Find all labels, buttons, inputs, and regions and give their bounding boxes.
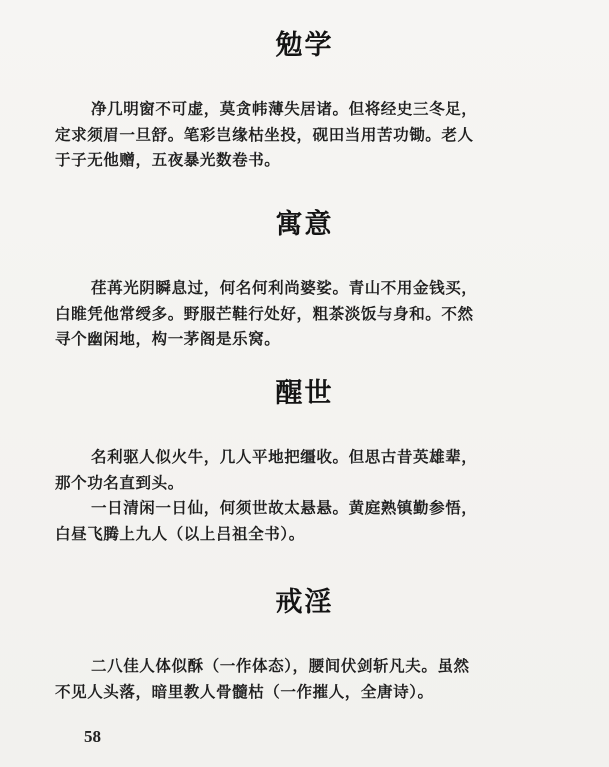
poem-line: 白睢凭他常绶多。野服芒鞋行处好，粗茶淡饭与身和。不然: [55, 303, 474, 323]
poem-line: 二八佳人体似酥（一作体态），腰间伏剑斩凡夫。虽然: [91, 656, 470, 675]
section-title-yuyi: 寓意: [275, 209, 334, 240]
poem-line: 于子无他赠，五夜暴光数卷书。: [55, 150, 281, 169]
section-title-mianxue: 勉学: [275, 30, 334, 61]
poem-line: 白昼飞腾上九人（以上吕祖全书）。: [55, 523, 305, 543]
poem-line: 寻个幽闲地，构一茅阁是乐窝。: [55, 329, 281, 348]
page-number: 58: [84, 727, 101, 746]
poem-line: 不见人头落，暗里教人骨髓枯（一作摧人，全唐诗）。: [55, 681, 434, 701]
section-title-xingshi: 醒世: [275, 378, 334, 409]
poem-line: 名利驱人似火牛，几人平地把缰收。但思古昔英雄辈，: [91, 447, 478, 466]
poem-line: 那个功名直到头。: [55, 472, 184, 492]
poem-line: 荏苒光阴瞬息过，何名何利尚婆娑。青山不用金钱买，: [91, 278, 478, 297]
poem-paragraph-yuyi: [55, 275, 575, 352]
poem-paragraph-jieyin: [55, 653, 575, 704]
poem-line: 一日清闲一日仙，何须世故太悬悬。黄庭熟镇勤参悟，: [91, 498, 478, 517]
section-title-jieyin: 戒淫: [275, 587, 334, 618]
poem-line: 定求须眉一旦舒。笔彩岂缘枯坐投，砚田当用苦功锄。老人: [55, 124, 474, 144]
poem-paragraph-xingshi: [55, 444, 575, 546]
poem-paragraph-mianxue: [55, 96, 575, 173]
poem-line: 净几明窗不可虚，莫贪帏薄失居诸。但将经史三冬足，: [91, 99, 478, 118]
